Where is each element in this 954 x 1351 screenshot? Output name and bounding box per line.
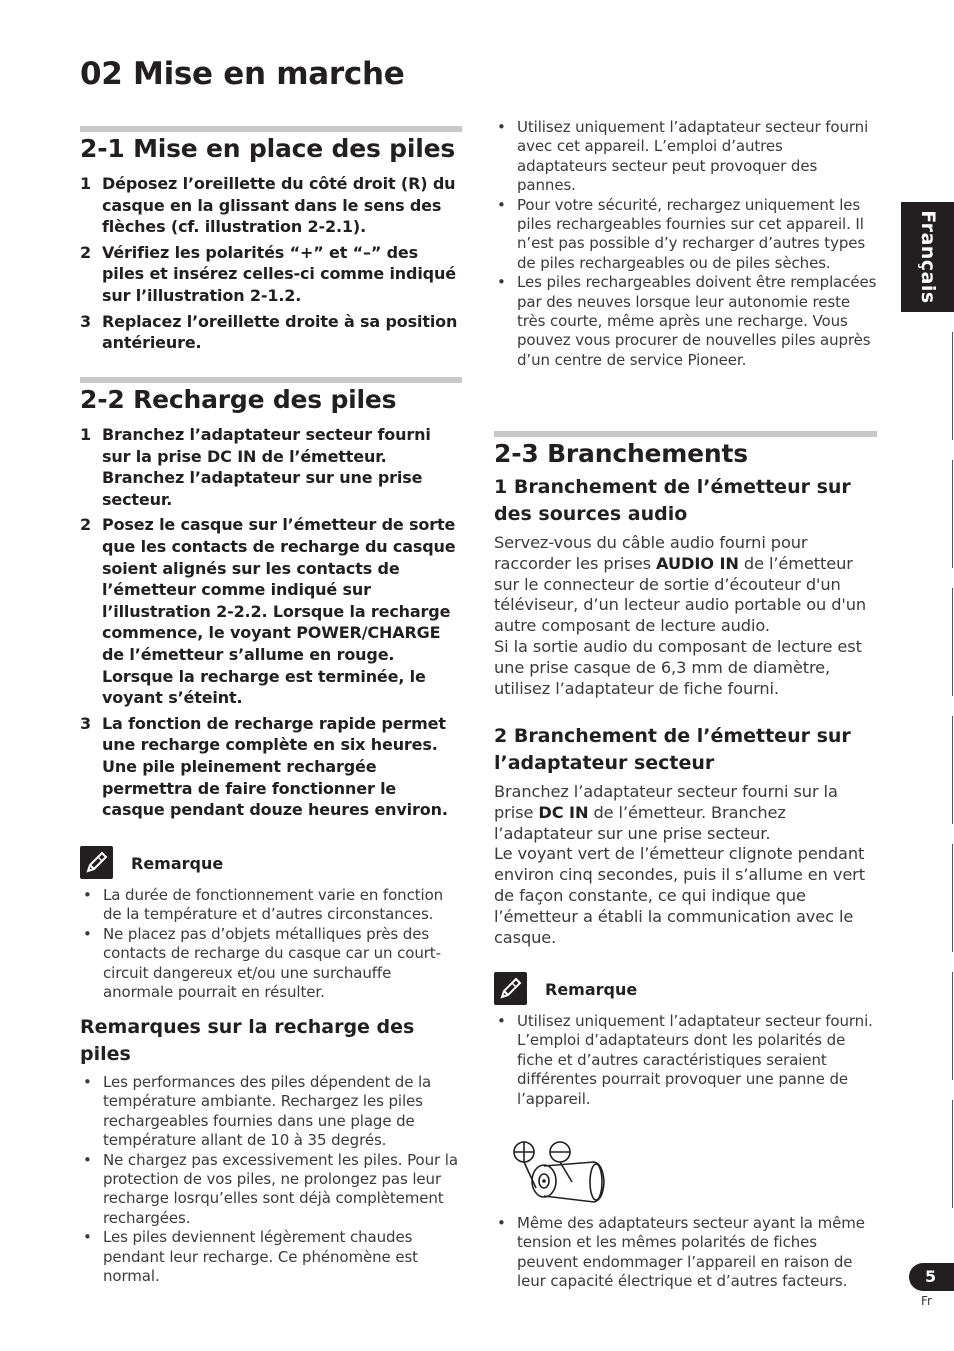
section-title-recharge: 2-2 Recharge des piles (80, 385, 397, 414)
audio-in-label: AUDIO IN (656, 553, 739, 573)
note-label: Remarque (131, 854, 224, 873)
edge-divider (952, 460, 953, 568)
list-item: • Les piles rechargeables doivent être remplacées par des neuves lorsque leur autonomie reste très courte, même après une recharge. Vous pouvez vous procurer de nouvelles piles auprès d’un centre de service Pioneer. (497, 273, 877, 369)
note-header (80, 846, 462, 880)
step-item (80, 424, 462, 510)
recharge-notes-list (80, 1073, 462, 1286)
section-divider (80, 126, 462, 132)
page-number: 5 (925, 1267, 937, 1286)
language-tab (901, 202, 954, 312)
step-number: 2 (80, 515, 91, 535)
list-item-text: Même des adaptateurs secteur ayant la même tension et les mêmes polarités de fiches peuvent endommager l’appareil en raison de leur capacité électrique et d’autres facteurs. (517, 1214, 865, 1291)
paragraph-text: de l’émetteur sur le connecteur de sortie d’écouteur d'un téléviseur, d’un lecteur audio portable ou d'un autre composant de lecture audio. (494, 553, 867, 636)
list-item-text: Les performances des piles dépendent de la température ambiante. Rechargez les piles rechargeables fournies dans une plage de température allant de 10 à 35 degrés. (103, 1073, 432, 1150)
step-text: Déposez l’oreillette du côté droit (R) du casque en la glissant dans le sens des flèches (cf. illustration 2-2.1). (102, 174, 456, 237)
list-item-text: Utilisez uniquement l’adaptateur secteur fourni. (517, 1012, 873, 1030)
list-item-text: L’emploi d’adaptateurs dont les polarités de fiche et d’autres caractéristiques seraient différentes pourrait provoquer une panne de l’appareil. (517, 1031, 848, 1108)
list-item: • Les performances des piles dépendent de la température ambiante. Rechargez les piles rechargeables fournies dans une plage de température allant de 10 à 35 degrés. (83, 1073, 432, 1150)
section-title-batteries: 2-1 Mise en place des piles (80, 134, 456, 163)
note-list (80, 886, 462, 1002)
list-item: • Pour votre sécurité, rechargez uniquement les piles rechargeables fournies sur cet appareil. Il n’est pas possible d’y recharger d’autres types de piles rechargeables ou de piles sèches. (497, 195, 866, 272)
step-text: Replacez l’oreillette droite à sa position antérieure. (102, 311, 458, 353)
paragraph (494, 782, 877, 948)
step-number: 2 (80, 242, 91, 262)
paragraph-text: de l’émetteur. Branchez l’adaptateur sur une prise secteur. (494, 802, 786, 843)
edge-divider (952, 1100, 953, 1208)
list-item: • Utilisez uniquement l’adaptateur secteur fourni avec cet appareil. L’emploi d’autres adaptateurs secteur peut provoquer des pannes. (497, 118, 869, 195)
dc-in-label: DC IN (538, 802, 589, 822)
paragraph-text: Servez-vous du câble audio fourni pour raccorder les prises (494, 533, 808, 573)
list-item-text: Les piles rechargeables doivent être remplacées par des neuves lorsque leur autonomie reste très courte, même après une recharge. Vous pouvez vous procurer de nouvelles piles auprès d’un centre de service Pioneer. (517, 273, 877, 369)
step-item (80, 514, 462, 708)
list-item-text: Les piles deviennent légèrement chaudes pendant leur recharge. Ce phénomène est normal. (103, 1228, 418, 1286)
note-list (494, 1214, 877, 1292)
edge-divider (952, 972, 953, 1080)
list-item: • Utilisez uniquement l’adaptateur secteur fourni. L’emploi d’adaptateurs dont les polarités de fiche et d’autres caractéristiques seraient différentes pourrait provoquer une panne de l’appareil. (497, 1012, 873, 1108)
list-item-text: Ne placez pas d’objets métalliques près des contacts de recharge du casque car un court-circuit dangereux et/ou une surchauffe anormale pourrait en résulter. (103, 924, 441, 1002)
section-divider (494, 431, 877, 437)
paragraph-text: Si la sortie audio du composant de lecture est une prise casque de 6,3 mm de diamètre, utilisez l’adaptateur de fiche fourni. (494, 636, 862, 698)
page-number-badge (909, 1263, 954, 1291)
edge-divider (952, 588, 953, 696)
paragraph (494, 533, 877, 699)
step-item (80, 311, 462, 354)
section-divider (80, 377, 462, 383)
subsection-title-audio: 1 Branchement de l’émetteur sur des sources audio (494, 476, 851, 525)
list-item: • Les piles deviennent légèrement chaudes pendant leur recharge. Ce phénomène est normal. (83, 1228, 418, 1286)
plug-polarity-icon (508, 1136, 610, 1208)
paragraph-text: Le voyant vert de l’émetteur clignote pendant environ cinq secondes, puis il s’allume en vert de façon constante, ce qui indique que l’émetteur a établi la communication avec le casque. (494, 844, 865, 947)
edge-divider (952, 844, 953, 952)
recharge-notes-title: Remarques sur la recharge des piles (80, 1016, 415, 1065)
recharge-steps (80, 424, 462, 825)
page-language: Fr (921, 1294, 932, 1308)
adapter-bullets (494, 118, 877, 370)
step-number: 3 (80, 311, 91, 331)
language-tab-label: Français (916, 210, 939, 304)
list-item-text: Utilisez uniquement l’adaptateur secteur fourni avec cet appareil. L’emploi d’autres adaptateurs secteur peut provoquer des pannes. (517, 118, 869, 195)
list-item-text: Pour votre sécurité, rechargez uniquement les piles rechargeables fournies sur cet appareil. Il n’est pas possible d’y recharger d’autres types de piles rechargeables ou de piles sèches. (517, 195, 866, 272)
list-item: • Ne chargez pas excessivement les piles. Pour la protection de vos piles, ne prolongez pas leur recharge losrqu’elles sont déjà complètement rechargées. (83, 1150, 458, 1227)
step-text: La fonction de recharge rapide permet une recharge complète en six heures. Une pile pleinement rechargée permettra de faire fonctionner le casque pendant douze heures environ. (102, 713, 448, 820)
pencil-note-icon (494, 972, 527, 1005)
pencil-note-icon (80, 846, 113, 879)
step-text: Vérifiez les polarités “+” et “–” des piles et insérez celles-ci comme indiqué sur l’illustration 2-1.2. (102, 242, 456, 305)
step-number: 1 (80, 425, 91, 444)
subsection-title-adapter: 2 Branchement de l’émetteur sur l’adaptateur secteur (494, 725, 851, 774)
step-number: 1 (80, 174, 91, 193)
list-item: • Ne placez pas d’objets métalliques près des contacts de recharge du casque car un court-circuit dangereux et/ou une surchauffe anormale pourrait en résulter. (83, 924, 441, 1002)
step-number: 3 (80, 713, 91, 733)
note-list (494, 1012, 877, 1109)
section-title-connections: 2-3 Branchements (494, 439, 748, 468)
chapter-title: 02 Mise en marche (80, 56, 405, 92)
edge-divider (952, 716, 953, 824)
note-label: Remarque (545, 980, 638, 999)
list-item-text: La durée de fonctionnement varie en fonction de la température et d’autres circonstances. (103, 886, 444, 924)
edge-divider (952, 332, 953, 440)
list-item: • Même des adaptateurs secteur ayant la même tension et les mêmes polarités de fiches peuvent endommager l’appareil en raison de leur capacité électrique et d’autres facteurs. (497, 1214, 865, 1291)
step-item (80, 713, 462, 821)
list-item-text: Ne chargez pas excessivement les piles. Pour la protection de vos piles, ne prolongez pas leur recharge losrqu’elles sont déjà complètement rechargées. (103, 1150, 458, 1227)
step-item (80, 173, 462, 238)
step-item (80, 242, 462, 307)
step-text: Posez le casque sur l’émetteur de sorte que les contacts de recharge du casque soient alignés sur les contacts de l’émetteur comme indiqué sur l’illustration 2-2.2. Lorsque la recharge commence, le voyant POWER/CHARGE de l’émetteur s’allume en rouge. Lorsque la recharge est terminée, le voyant s’éteint. (102, 515, 456, 708)
battery-steps (80, 173, 462, 358)
step-text: Branchez l’adaptateur secteur fourni sur la prise DC IN de l’émetteur. Branchez l’adaptateur sur une prise secteur. (102, 425, 431, 509)
paragraph-text: Branchez l’adaptateur secteur fourni sur la prise (494, 782, 838, 822)
list-item: • La durée de fonctionnement varie en fonction de la température et d’autres circonstances. (83, 886, 444, 924)
note-header (494, 972, 877, 1006)
